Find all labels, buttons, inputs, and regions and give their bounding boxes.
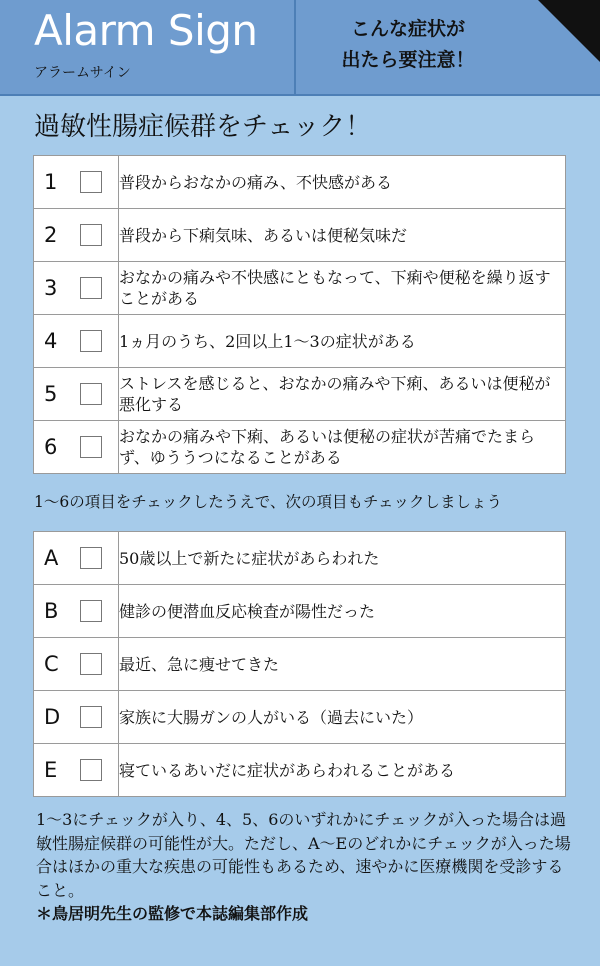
checklist-row xyxy=(34,744,566,797)
checklist-row xyxy=(34,262,566,315)
row-key-cell xyxy=(34,744,119,797)
caution-text xyxy=(318,14,498,76)
checkbox[interactable] xyxy=(80,224,102,246)
checkbox[interactable] xyxy=(80,171,102,193)
header-bar xyxy=(0,0,600,96)
footnote-body: 1〜3にチェックが入り、4、5、6のいずれかにチェックが入った場合は過敏性腸症候群の可能性が大。ただし、A〜Eのどれかにチェックが入った場合はほかの重大な疾患の可能性もあるため、速やかに医療機関を受診すること。 xyxy=(36,810,571,900)
checklist-row xyxy=(34,421,566,474)
row-key-cell xyxy=(34,532,119,585)
page-corner-icon xyxy=(538,0,600,62)
row-text: おなかの痛みや不快感にともなって、下痢や便秘を繰り返すことがある xyxy=(119,262,566,315)
row-key-cell xyxy=(34,691,119,744)
row-number: C xyxy=(44,652,59,676)
checkbox[interactable] xyxy=(80,330,102,352)
row-text: 寝ているあいだに症状があらわれることがある xyxy=(119,744,566,797)
checklist-row xyxy=(34,315,566,368)
row-text: 1ヵ月のうち、2回以上1〜3の症状がある xyxy=(119,315,566,368)
checklist-row xyxy=(34,638,566,691)
row-key-cell xyxy=(34,262,119,315)
brand-subtitle: アラームサイン xyxy=(34,65,131,81)
row-text: 普段からおなかの痛み、不快感がある xyxy=(119,156,566,209)
row-number: 2 xyxy=(44,223,58,247)
checkbox[interactable] xyxy=(80,383,102,405)
checklist-row xyxy=(34,585,566,638)
row-key-cell xyxy=(34,638,119,691)
row-number: A xyxy=(44,546,59,570)
row-text: おなかの痛みや下痢、あるいは便秘の症状が苦痛でたまらず、ゆううつになることがある xyxy=(119,421,566,474)
row-key-cell xyxy=(34,209,119,262)
checklist-row xyxy=(34,209,566,262)
checklist-row xyxy=(34,532,566,585)
checklist-secondary xyxy=(33,531,566,797)
checklist-row xyxy=(34,691,566,744)
checkbox[interactable] xyxy=(80,600,102,622)
caution-line-2: 出たら要注意！ xyxy=(341,49,475,71)
brand-block xyxy=(0,0,296,94)
instruction-text: 1〜6の項目をチェックしたうえで、次の項目もチェックしましょう xyxy=(34,493,502,511)
row-number: 5 xyxy=(44,382,58,406)
brand-title: Alarm Sign xyxy=(34,6,258,55)
footnote xyxy=(36,808,572,926)
row-text: ストレスを感じると、おなかの痛みや下痢、あるいは便秘が悪化する xyxy=(119,368,566,421)
section-title: 過敏性腸症候群をチェック！ xyxy=(34,112,372,142)
row-key-cell xyxy=(34,315,119,368)
checkbox[interactable] xyxy=(80,277,102,299)
footnote-credit: ＊鳥居明先生の監修で本誌編集部作成 xyxy=(36,904,309,923)
caution-line-1: こんな症状が xyxy=(350,18,465,40)
row-number: 3 xyxy=(44,276,58,300)
row-number: E xyxy=(44,758,58,782)
row-key-cell xyxy=(34,421,119,474)
checkbox[interactable] xyxy=(80,759,102,781)
checklist-row xyxy=(34,368,566,421)
row-number: D xyxy=(44,705,61,729)
checklist-row xyxy=(34,156,566,209)
row-text: 最近、急に痩せてきた xyxy=(119,638,566,691)
checkbox[interactable] xyxy=(80,706,102,728)
row-key-cell xyxy=(34,368,119,421)
row-number: 4 xyxy=(44,329,58,353)
row-text: 50歳以上で新たに症状があらわれた xyxy=(119,532,566,585)
checklist-primary xyxy=(33,155,566,474)
checkbox[interactable] xyxy=(80,653,102,675)
row-text: 家族に大腸ガンの人がいる（過去にいた） xyxy=(119,691,566,744)
row-number: B xyxy=(44,599,59,623)
row-key-cell xyxy=(34,585,119,638)
checkbox[interactable] xyxy=(80,547,102,569)
row-text: 普段から下痢気味、あるいは便秘気味だ xyxy=(119,209,566,262)
row-number: 6 xyxy=(44,435,58,459)
row-text: 健診の便潜血反応検査が陽性だった xyxy=(119,585,566,638)
row-key-cell xyxy=(34,156,119,209)
checkbox[interactable] xyxy=(80,436,102,458)
row-number: 1 xyxy=(44,170,58,194)
